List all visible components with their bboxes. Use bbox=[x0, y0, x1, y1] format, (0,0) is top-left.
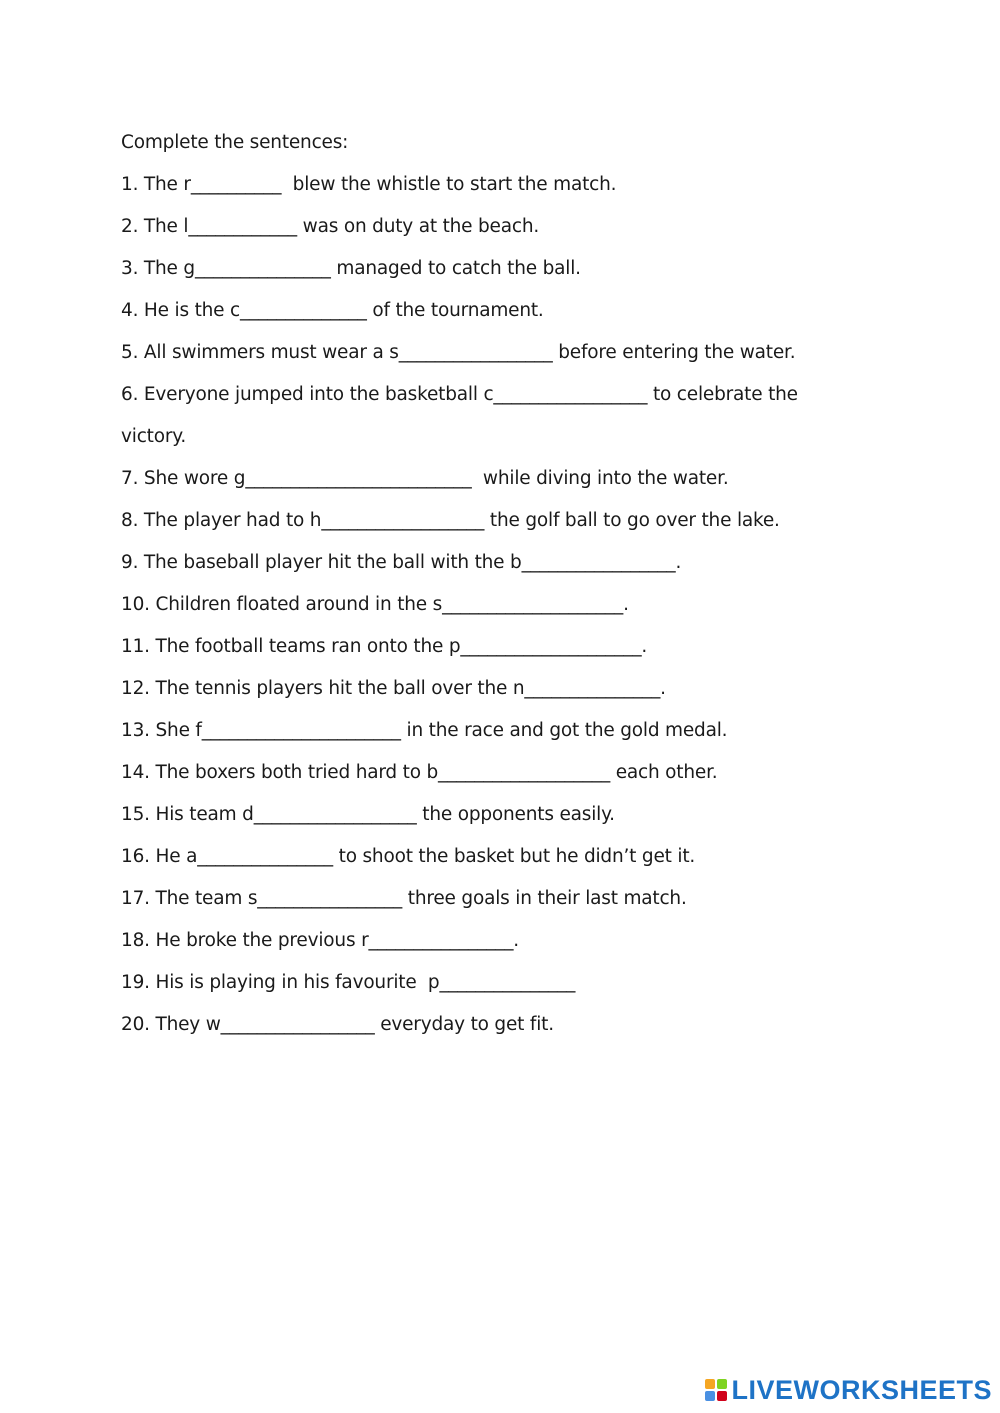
logo-block-2 bbox=[717, 1379, 727, 1389]
sentence-15: 15. His team d__________________ the opponents easily. bbox=[121, 804, 615, 825]
sentence-9: 9. The baseball player hit the ball with the b_________________. bbox=[121, 552, 682, 573]
sentence-13: 13. She f______________________ in the race and got the gold medal. bbox=[121, 720, 728, 741]
sentence-1: 1. The r__________ blew the whistle to start the match. bbox=[121, 174, 617, 195]
logo-block-1 bbox=[705, 1379, 715, 1389]
sentence-10: 10. Children floated around in the s____________________. bbox=[121, 594, 629, 615]
sentence-11: 11. The football teams ran onto the p____________________. bbox=[121, 636, 648, 657]
sentence-12: 12. The tennis players hit the ball over the n_______________. bbox=[121, 678, 666, 699]
sentence-7: 7. She wore g_________________________ while diving into the water. bbox=[121, 468, 729, 489]
sentence-8: 8. The player had to h__________________ the golf ball to go over the lake. bbox=[121, 510, 780, 531]
logo-block-3 bbox=[705, 1391, 715, 1401]
sentence-6-continuation: victory. bbox=[121, 426, 187, 447]
liveworksheets-logo bbox=[705, 1373, 992, 1407]
sentence-19: 19. His is playing in his favourite p_______________ bbox=[121, 972, 576, 993]
sentence-16: 16. He a_______________ to shoot the basket but he didn’t get it. bbox=[121, 846, 696, 867]
logo-blocks-icon bbox=[705, 1379, 727, 1401]
sentence-14: 14. The boxers both tried hard to b___________________ each other. bbox=[121, 762, 718, 783]
sentence-5: 5. All swimmers must wear a s_________________ before entering the water. bbox=[121, 342, 796, 363]
instruction: Complete the sentences: bbox=[121, 132, 349, 153]
brand-name: LIVEWORKSHEETS bbox=[731, 1374, 992, 1405]
sentence-20: 20. They w_________________ everyday to get fit. bbox=[121, 1014, 554, 1035]
sentence-2: 2. The l____________ was on duty at the beach. bbox=[121, 216, 540, 237]
logo-block-4 bbox=[717, 1391, 727, 1401]
sentence-4: 4. He is the c______________ of the tournament. bbox=[121, 300, 544, 321]
sentence-3: 3. The g_______________ managed to catch the ball. bbox=[121, 258, 581, 279]
sentence-17: 17. The team s________________ three goals in their last match. bbox=[121, 888, 687, 909]
sentence-18: 18. He broke the previous r________________. bbox=[121, 930, 519, 951]
sentence-6: 6. Everyone jumped into the basketball c_________________ to celebrate the bbox=[121, 384, 798, 405]
worksheet bbox=[121, 122, 901, 1046]
